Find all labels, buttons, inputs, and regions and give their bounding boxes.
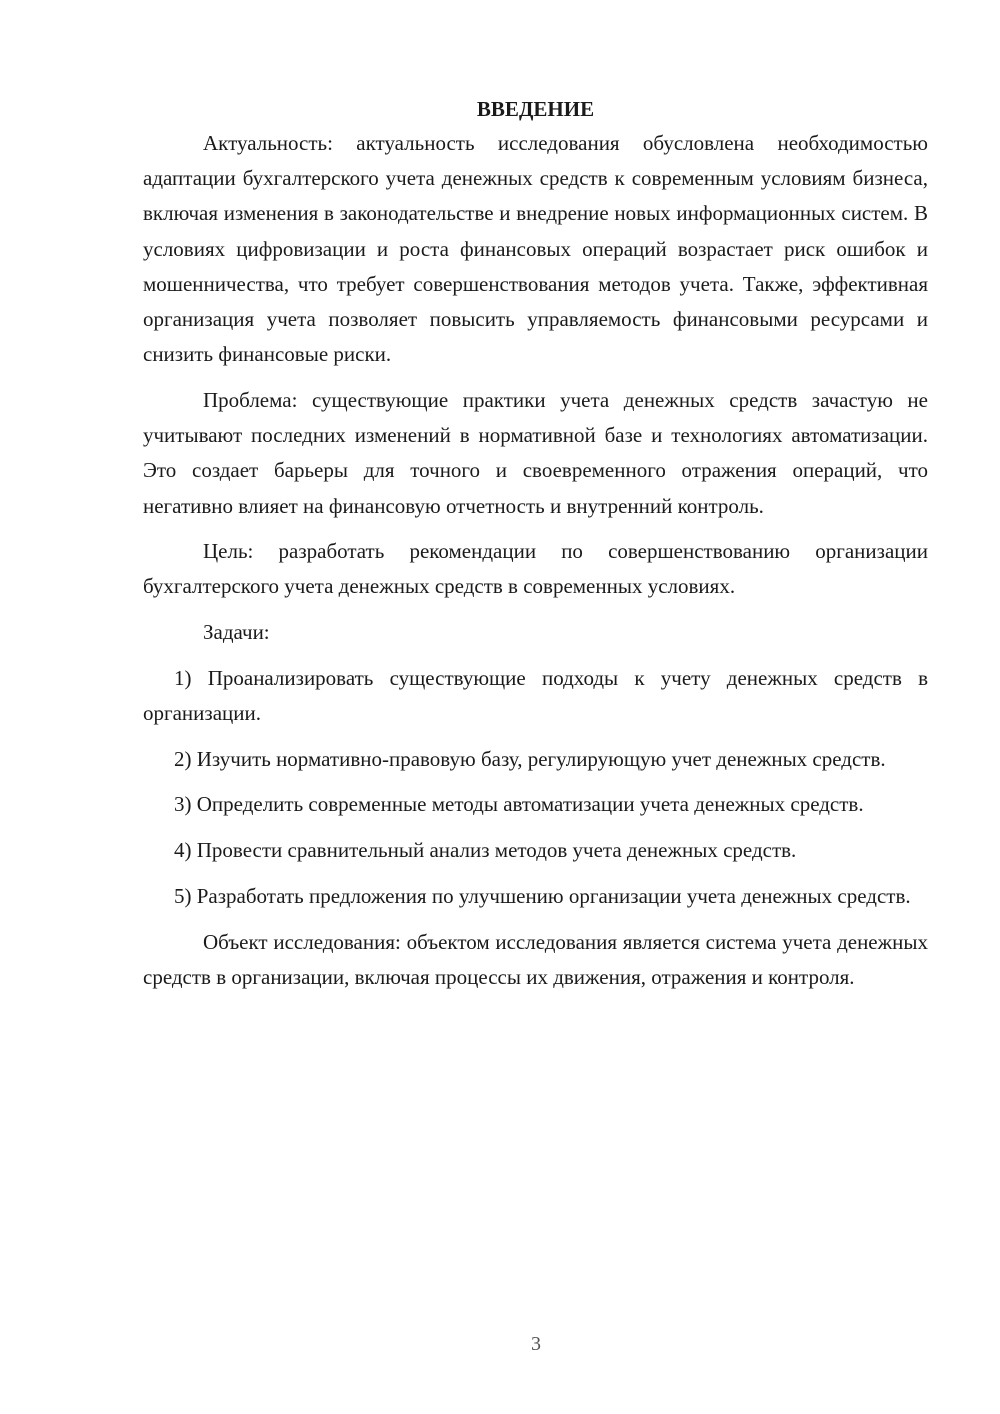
tasks-label: Задачи: xyxy=(203,620,270,645)
document-page xyxy=(143,92,928,1005)
task-list xyxy=(143,661,928,914)
page-number: 3 xyxy=(531,1333,541,1355)
paragraph-object: Объект исследования: объектом исследования является система учета денежных средств в организации, включая процессы их движения, отражения и контроля. xyxy=(143,929,928,989)
task-item: 1) Проанализировать существующие подходы к учету денежных средств в организации. xyxy=(143,665,928,726)
task-item: 3) Определить современные методы автоматизации учета денежных средств. xyxy=(174,792,864,817)
task-item: 4) Провести сравнительный анализ методов учета денежных средств. xyxy=(174,838,797,863)
paragraph-relevance: Актуальность: актуальность исследования обусловлена необходимостью адаптации бухгалтерского учета денежных средств к современным условиям бизнеса, включая изменения в законодательстве и внедрение новых информационных систем. В условиях цифровизации и роста финансовых операций возрастает риск ошибок и мошенничества, что требует совершенствования методов учета. Также, эффективная организация учета позволяет повысить управляемость финансовыми ресурсами и снизить финансовые риски. xyxy=(143,131,928,367)
paragraph-goal: Цель: разработать рекомендации по совершенствованию организации бухгалтерского учета денежных средств в современных условиях. xyxy=(143,539,928,599)
paragraph-problem: Проблема: существующие практики учета денежных средств зачастую не учитывают последних изменений в нормативной базе и технологиях автоматизации. Это создает барьеры для точного и своевременного отражения операций, что негативно влияет на финансовую отчетность и внутренний контроль. xyxy=(143,387,928,518)
task-item: 2) Изучить нормативно-правовую базу, регулирующую учет денежных средств. xyxy=(174,746,886,771)
task-item: 5) Разработать предложения по улучшению организации учета денежных средств. xyxy=(174,883,911,908)
section-heading: ВВЕДЕНИЕ xyxy=(476,97,595,121)
